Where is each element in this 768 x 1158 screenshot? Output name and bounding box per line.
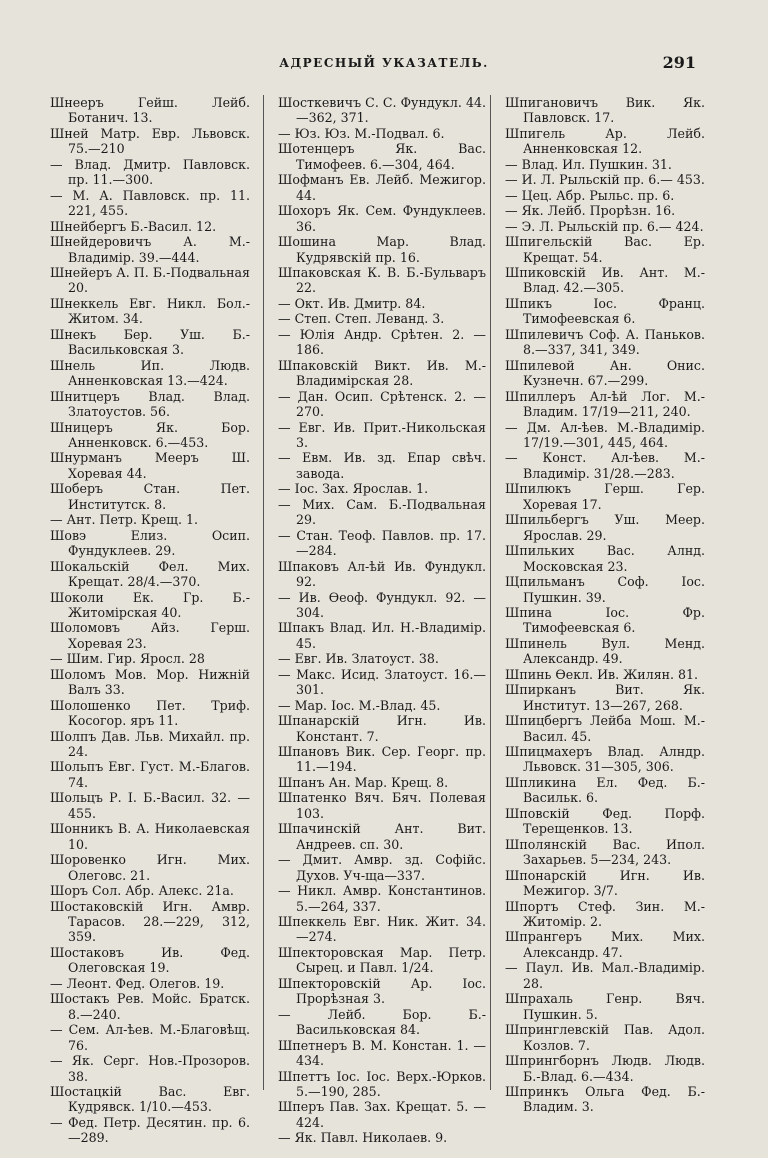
directory-entry: — И. Л. Рыльскій пр. 6.— 453. [505,172,705,188]
page-header [0,53,768,78]
directory-entry: Шонникъ В. А. Николаевская 10. [50,821,250,852]
directory-entry: — Іос. Зах. Ярослав. 1. [278,481,429,497]
directory-entry: Шольпъ Евг. Густ. М.-Благов. 74. [50,759,250,790]
directory-entry: — Юз. Юз. М.-Подвал. 6. [278,125,445,141]
directory-entry: — Як. Серг. Нов.-Прозоров. 38. [50,1053,250,1084]
directory-entry: Шпильких Вас. Алнд. Московская 23. [505,543,705,574]
directory-entry: Шнейдеровичъ А. М.-Владимір. 39.—444. [50,234,250,265]
directory-entry: Шпачинскій Ант. Вит. Андреев. сп. 30. [278,821,486,852]
directory-entry: — Як. Лейб. Прорѣзн. 16. [505,203,676,219]
directory-entry: Шпиллеръ Ал-ѣй Лог. М.-Владим. 17/19—211, 240. [505,388,705,420]
directory-entry: Шпринкъ Ольга Фед. Б.-Владим. 3. [505,1084,705,1115]
directory-entry: — Паул. Ив. Мал.-Владимір. 28. [505,960,705,991]
directory-entry: Шоберъ Стан. Пет. Институтск. 8. [50,481,250,512]
directory-entry: Шоровенко Игн. Мих. Олеговс. 21. [50,852,250,883]
directory-entry: Шпицбергъ Лейба Мош. М.-Васил. 45. [505,713,705,744]
directory-entry: Шнейеръ А. П. Б.-Подвальная 20. [50,264,250,296]
directory-entry: Шпонарскій Игн. Ив. Межигор. 3/7. [505,867,705,899]
column-2 [278,95,486,1146]
directory-entry: — Евг. Ив. Прит.-Никольская 3. [278,419,486,450]
directory-entry: Шницеръ Як. Бор. Анненковск. 6.—453. [50,419,250,450]
directory-entry: Шпиковскій Ив. Ант. М.-Влад. 42.—305. [505,264,705,296]
directory-entry: Шпигель Ар. Лейб. Анненковская 12. [505,125,705,157]
directory-entry: Шпаковская К. В. Б.-Бульваръ 22. [278,264,486,296]
directory-entry: Шоръ Сол. Абр. Алекс. 21а. [50,883,234,899]
directory-entry: — Мар. Іос. М.-Влад. 45. [278,697,441,713]
directory-entry: Шпрингборнъ Людв. Людв. Б.-Влад. 6.—434. [505,1053,705,1084]
directory-entry: Шпеттъ Іос. Іос. Верх.-Юрков. 5.—190, 285. [278,1068,486,1099]
directory-entry: — Леонт. Фед. Олегов. 19. [50,975,225,991]
directory-entry: — М. А. Павловск. пр. 11. 221, 455. [50,187,250,219]
directory-entry: Шпатенко Вяч. Бяч. Полевая 103. [278,790,486,821]
directory-entry: — Шим. Гир. Яросл. 28 [50,651,205,667]
running-title: АДРЕСНЫЙ УКАЗАТЕЛЬ. [279,56,489,70]
directory-entry: Шпинь Ѳекл. Ив. Жилян. 81. [505,666,699,682]
directory-entry: — Ив. Ѳеоф. Фундукл. 92. —304. [278,589,486,620]
directory-entry: Шоломовъ Айз. Герш. Хоревая 23. [50,620,250,651]
directory-entry: — Юлія Андр. Срѣтен. 2. —186. [278,326,486,358]
directory-entry: Шостаковскій Игн. Амвр. Тарасов. 28.—229, 312, 359. [50,898,250,945]
page-number: 291 [662,53,696,72]
directory-entry: Шнекъ Бер. Уш. Б.-Васильковская 3. [50,326,250,358]
directory-entry: Шпликина Ел. Фед. Б.-Васильк. 6. [505,774,705,806]
directory-entry: — Влад. Ил. Пушкин. 31. [505,156,672,172]
directory-entry: — Фед. Петр. Десятин. пр. 6.—289. [50,1114,250,1146]
directory-entry: — Макс. Исид. Златоуст. 16.—301. [278,666,486,698]
column-divider [263,95,264,1090]
directory-entry: — Окт. Ив. Дмитр. 84. [278,295,426,311]
directory-entry: Шошина Мар. Влад. Кудрявскій пр. 16. [278,234,486,265]
directory-entry: — Степ. Степ. Леванд. 3. [278,311,445,327]
column-3 [505,95,705,1115]
column-divider [490,95,491,1090]
directory-entry: Шпикъ Іос. Франц. Тимофеевская 6. [505,295,705,327]
directory-entry: Шовэ Елиз. Осип. Фундуклеев. 29. [50,527,250,559]
directory-entry: — Ант. Петр. Крещ. 1. [50,512,198,528]
directory-entry: Шнель Ип. Людв. Анненковская 13.—424. [50,357,250,389]
directory-entry: Шпекторовская Мар. Петр. Сырец. и Павл. 1/24. [278,944,486,976]
directory-entry: Шпицмахеръ Влад. Алндр. Львовск. 31—305, 306. [505,744,705,775]
directory-entry: Шоколи Ек. Гр. Б.-Житомірская 40. [50,589,250,620]
directory-entry: Шпеккель Евг. Ник. Жит. 34.—274. [278,914,486,945]
directory-entry: Шпетнеръ В. М. Констан. 1. —434. [278,1037,486,1069]
directory-entry: Шпакъ Влад. Ил. Н.-Владимір. 45. [278,620,486,651]
directory-entry: Шпигельскій Вас. Ер. Крещат. 54. [505,234,705,265]
column-1 [50,95,250,1146]
directory-entry: — Э. Л. Рыльскій пр. 6.— 424. [505,218,704,234]
directory-entry: Шнеккель Евг. Никл. Бол.-Житом. 34. [50,295,250,327]
directory-entry: Шпортъ Стеф. Зин. М.-Житомір. 2. [505,898,705,930]
directory-entry: — Дан. Осип. Срѣтенск. 2. —270. [278,388,486,420]
directory-entry: Шолпъ Дав. Льв. Михайл. пр. 24. [50,728,250,760]
directory-entry: Шпилевичъ Соф. А. Паньков. 8.—337, 341, 349. [505,326,705,358]
directory-entry: Шотенцеръ Як. Вас. Тимофеев. 6.—304, 464. [278,141,486,172]
directory-entry: Шнейбергъ Б.-Васил. 12. [50,218,217,234]
directory-entry: — Дм. Ал-ѣев. М.-Владимір. 17/19.—301, 445, 464. [505,419,705,450]
directory-entry: Щпильманъ Соф. Іос. Пушкин. 39. [505,574,705,605]
directory-entry: — Сем. Ал-ѣев. М.-Благовѣщ. 76. [50,1022,250,1053]
directory-entry: Шостацкій Вас. Евг. Кудрявск. 1/10.—453. [50,1084,250,1115]
directory-entry: — Цец. Абр. Рыльс. пр. 6. [505,187,675,203]
directory-entry: Шостаковъ Ив. Фед. Олеговская 19. [50,944,250,976]
directory-entry: Шповскій Фед. Порф. Терещенков. 13. [505,805,705,837]
directory-entry: Шпрангеръ Мих. Мих. Александр. 47. [505,929,705,960]
directory-entry: Шоломъ Мов. Мор. Нижній Валъ 33. [50,666,250,698]
directory-entry: Шпирканъ Вит. Як. Институт. 13—267, 268. [505,682,705,713]
directory-entry: Шполянскій Вас. Ипол. Захарьев. 5—234, 243. [505,836,705,868]
directory-entry: Шпаковъ Ал-ѣй Ив. Фундукл. 92. [278,558,486,590]
directory-entry: Шпановъ Вик. Сер. Георг. пр. 11.—194. [278,744,486,775]
directory-entry: Шокальскій Фел. Мих. Крещат. 28/4.—370. [50,558,250,590]
directory-entry: Шостакъ Рев. Мойс. Братск. 8.—240. [50,991,250,1022]
directory-entry: Шнитцеръ Влад. Влад. Златоустов. 56. [50,388,250,420]
directory-entry: Шпрахаль Генр. Вяч. Пушкин. 5. [505,991,705,1022]
directory-entry: Шолошенко Пет. Триф. Косогор. яръ 11. [50,697,250,729]
directory-entry: — Як. Павл. Николаев. 9. [278,1130,448,1146]
directory-entry: Шперъ Пав. Зах. Крещат. 5. —424. [278,1099,486,1130]
directory-entry: Шнееръ Гейш. Лейб. Ботанич. 13. [50,95,250,126]
directory-entry: Шпигановичъ Вик. Як. Павловск. 17. [505,95,705,126]
directory-entry: Шосткевичъ С. С. Фундукл. 44.—362, 371. [278,95,486,126]
directory-entry: — Мих. Сам. Б.-Подвальная 29. [278,496,486,528]
directory-entry: Шофманъ Ев. Лейб. Межигор. 44. [278,172,486,203]
directory-entry: Шпанарскій Игн. Ив. Констант. 7. [278,713,486,744]
directory-entry: Шольцъ Р. І. Б.-Васил. 32. —455. [50,790,250,821]
directory-entry: Шней Матр. Евр. Львовск. 75.—210 [50,125,250,157]
directory-entry: — Евм. Ив. зд. Епар свѣч. завода. [278,450,486,481]
directory-entry: Шпинель Вул. Менд. Александр. 49. [505,635,705,667]
directory-entry: Шнурманъ Мееръ Ш. Хоревая 44. [50,450,250,481]
directory-entry: — Влад. Дмитр. Павловск. пр. 11.—300. [50,156,250,188]
directory-entry: Шпекторовскій Ар. Іос. Прорѣзная 3. [278,975,486,1007]
directory-entry: — Евг. Ив. Златоуст. 38. [278,651,439,667]
directory-entry: Шпилевой Ан. Онис. Кузнечн. 67.—299. [505,357,705,389]
directory-entry: — Конст. Ал-ѣев. М.-Владимір. 31/28.—283. [505,450,705,481]
directory-entry: — Дмит. Амвр. зд. Софійс. Духов. Уч-ща—337. [278,852,486,883]
directory-entry: Шпилюкъ Герш. Гер. Хоревая 17. [505,481,705,512]
directory-entry: Шпанъ Ан. Мар. Крещ. 8. [278,774,449,790]
directory-entry: Шпаковскій Викт. Ив. М.-Владимірская 28. [278,357,486,389]
directory-entry: Шпринглевскій Пав. Адол. Козлов. 7. [505,1022,705,1053]
directory-entry: — Стан. Теоф. Павлов. пр. 17.—284. [278,527,486,559]
directory-entry: Шпильбергъ Уш. Меер. Ярослав. 29. [505,512,705,543]
directory-entry: Шохоръ Як. Сем. Фундуклеев. 36. [278,203,486,234]
directory-entry: — Лейб. Бор. Б.-Васильковская 84. [278,1006,486,1038]
directory-entry: — Никл. Амвр. Константинов. 5.—264, 337. [278,883,486,914]
directory-entry: Шпина Іос. Фр. Тимофеевская 6. [505,604,705,636]
